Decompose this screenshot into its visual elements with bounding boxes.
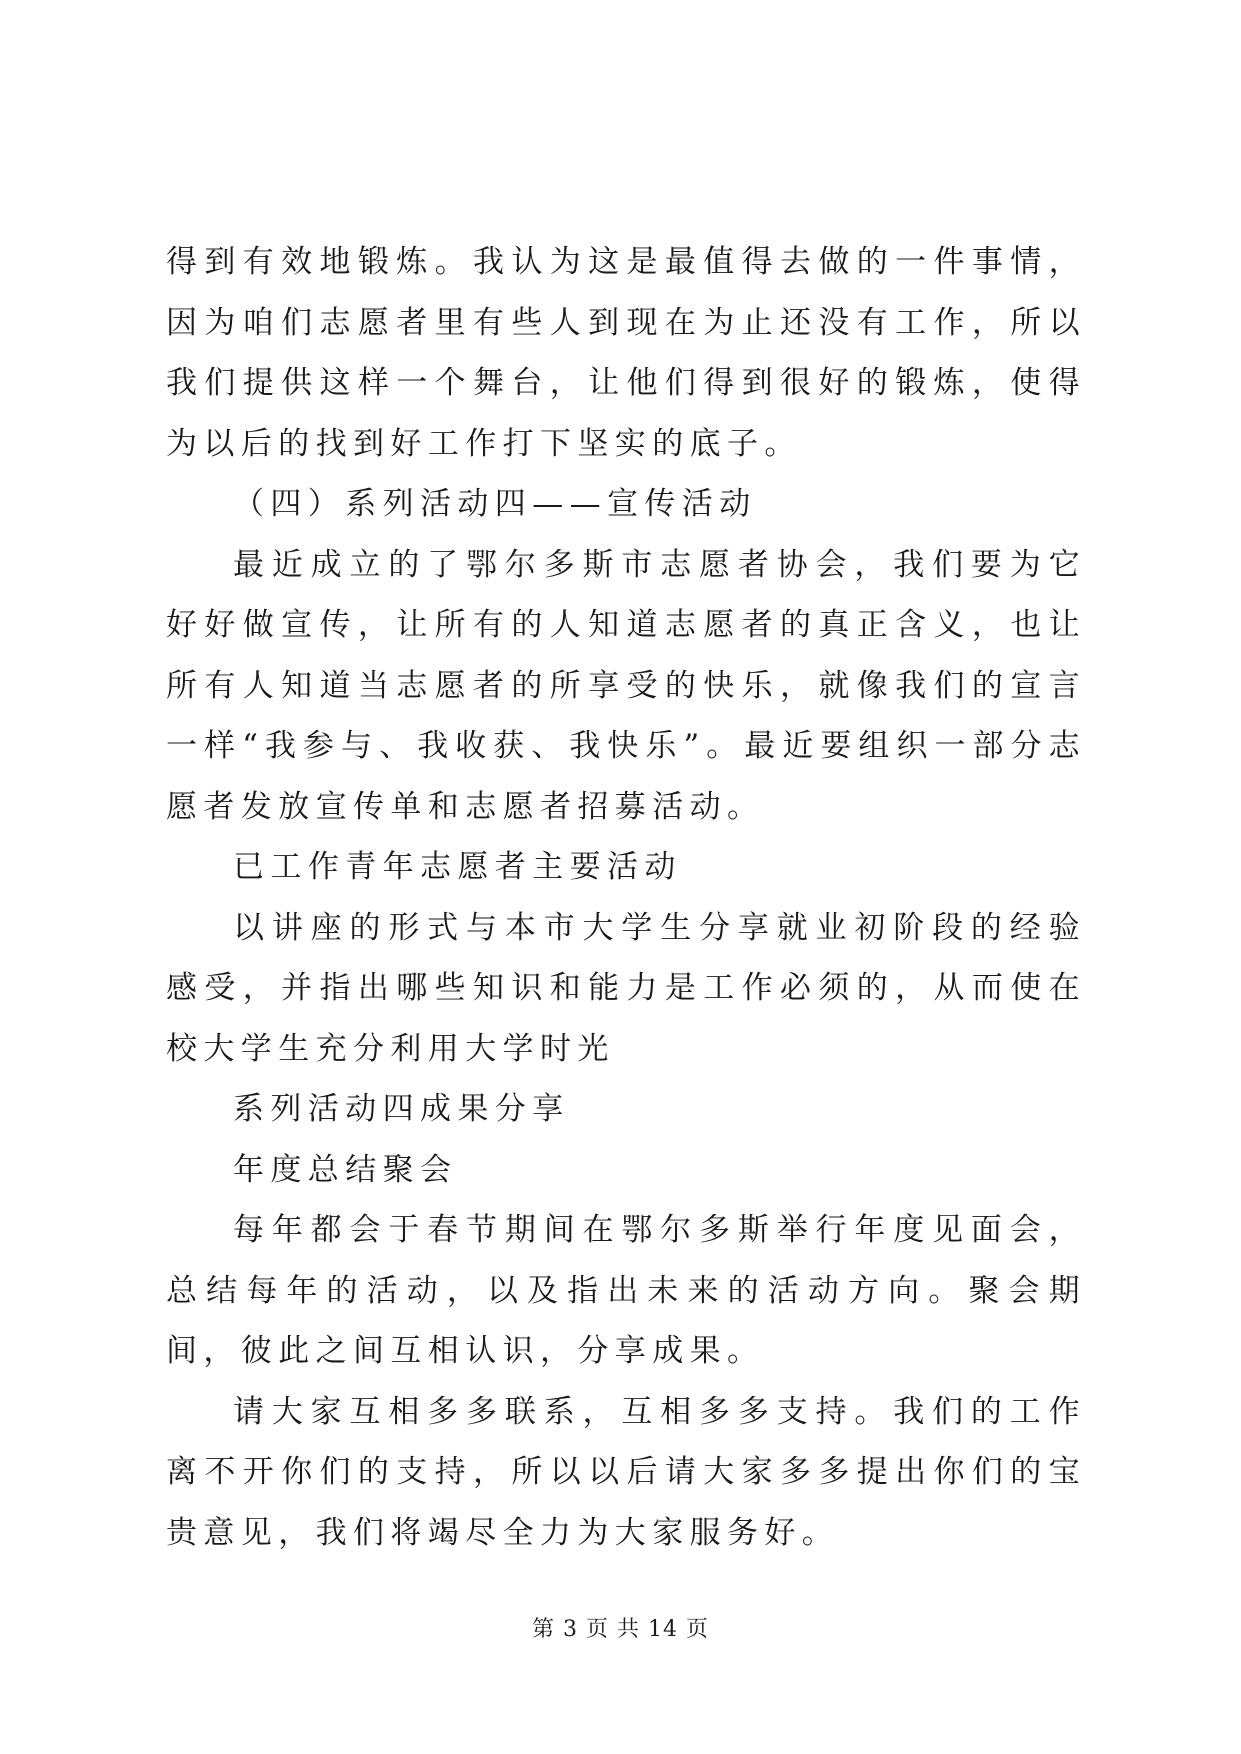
paragraph-publicity: 最近成立的了鄂尔多斯市志愿者协会，我们要为它好好做宣传，让所有的人知道志愿者的真正含义，也让所有人知道当志愿者的所享受的快乐，就像我们的宣言一样“我参与、我收获、我快乐”。最近要组织一部分志愿者发放宣传单和志愿者招募活动。 <box>166 546 1086 825</box>
section-heading-results-sharing: 系列活动四成果分享 <box>233 1091 570 1127</box>
paragraph-lecture: 以讲座的形式与本市大学生分享就业初阶段的经验感受，并指出哪些知识和能力是工作必须的，从而使在校大学生充分利用大学时光 <box>166 909 1086 1067</box>
page-number-footer: 第 3 页 共 14 页 <box>532 1617 709 1642</box>
document-body <box>166 232 1086 1563</box>
paragraph-continuation: 得到有效地锻炼。我认为这是最值得去做的一件事情，因为咱们志愿者里有些人到现在为止还没有工作，所以我们提供这样一个舞台，让他们得到很好的锻炼，使得为以后的找到好工作打下坚实的底子。 <box>166 244 1086 462</box>
paragraph-closing: 请大家互相多多联系，互相多多支持。我们的工作离不开你们的支持，所以以后请大家多多提出你们的宝贵意见，我们将竭尽全力为大家服务好。 <box>166 1393 1086 1551</box>
paragraph-annual-meeting: 每年都会于春节期间在鄂尔多斯举行年度见面会，总结每年的活动，以及指出未来的活动方向。聚会期间，彼此之间互相认识，分享成果。 <box>166 1212 1086 1369</box>
section-heading-annual-meeting: 年度总结聚会 <box>233 1151 458 1188</box>
section-heading-publicity: （四）系列活动四——宣传活动 <box>233 486 757 522</box>
section-heading-working-youth: 已工作青年志愿者主要活动 <box>233 849 682 885</box>
